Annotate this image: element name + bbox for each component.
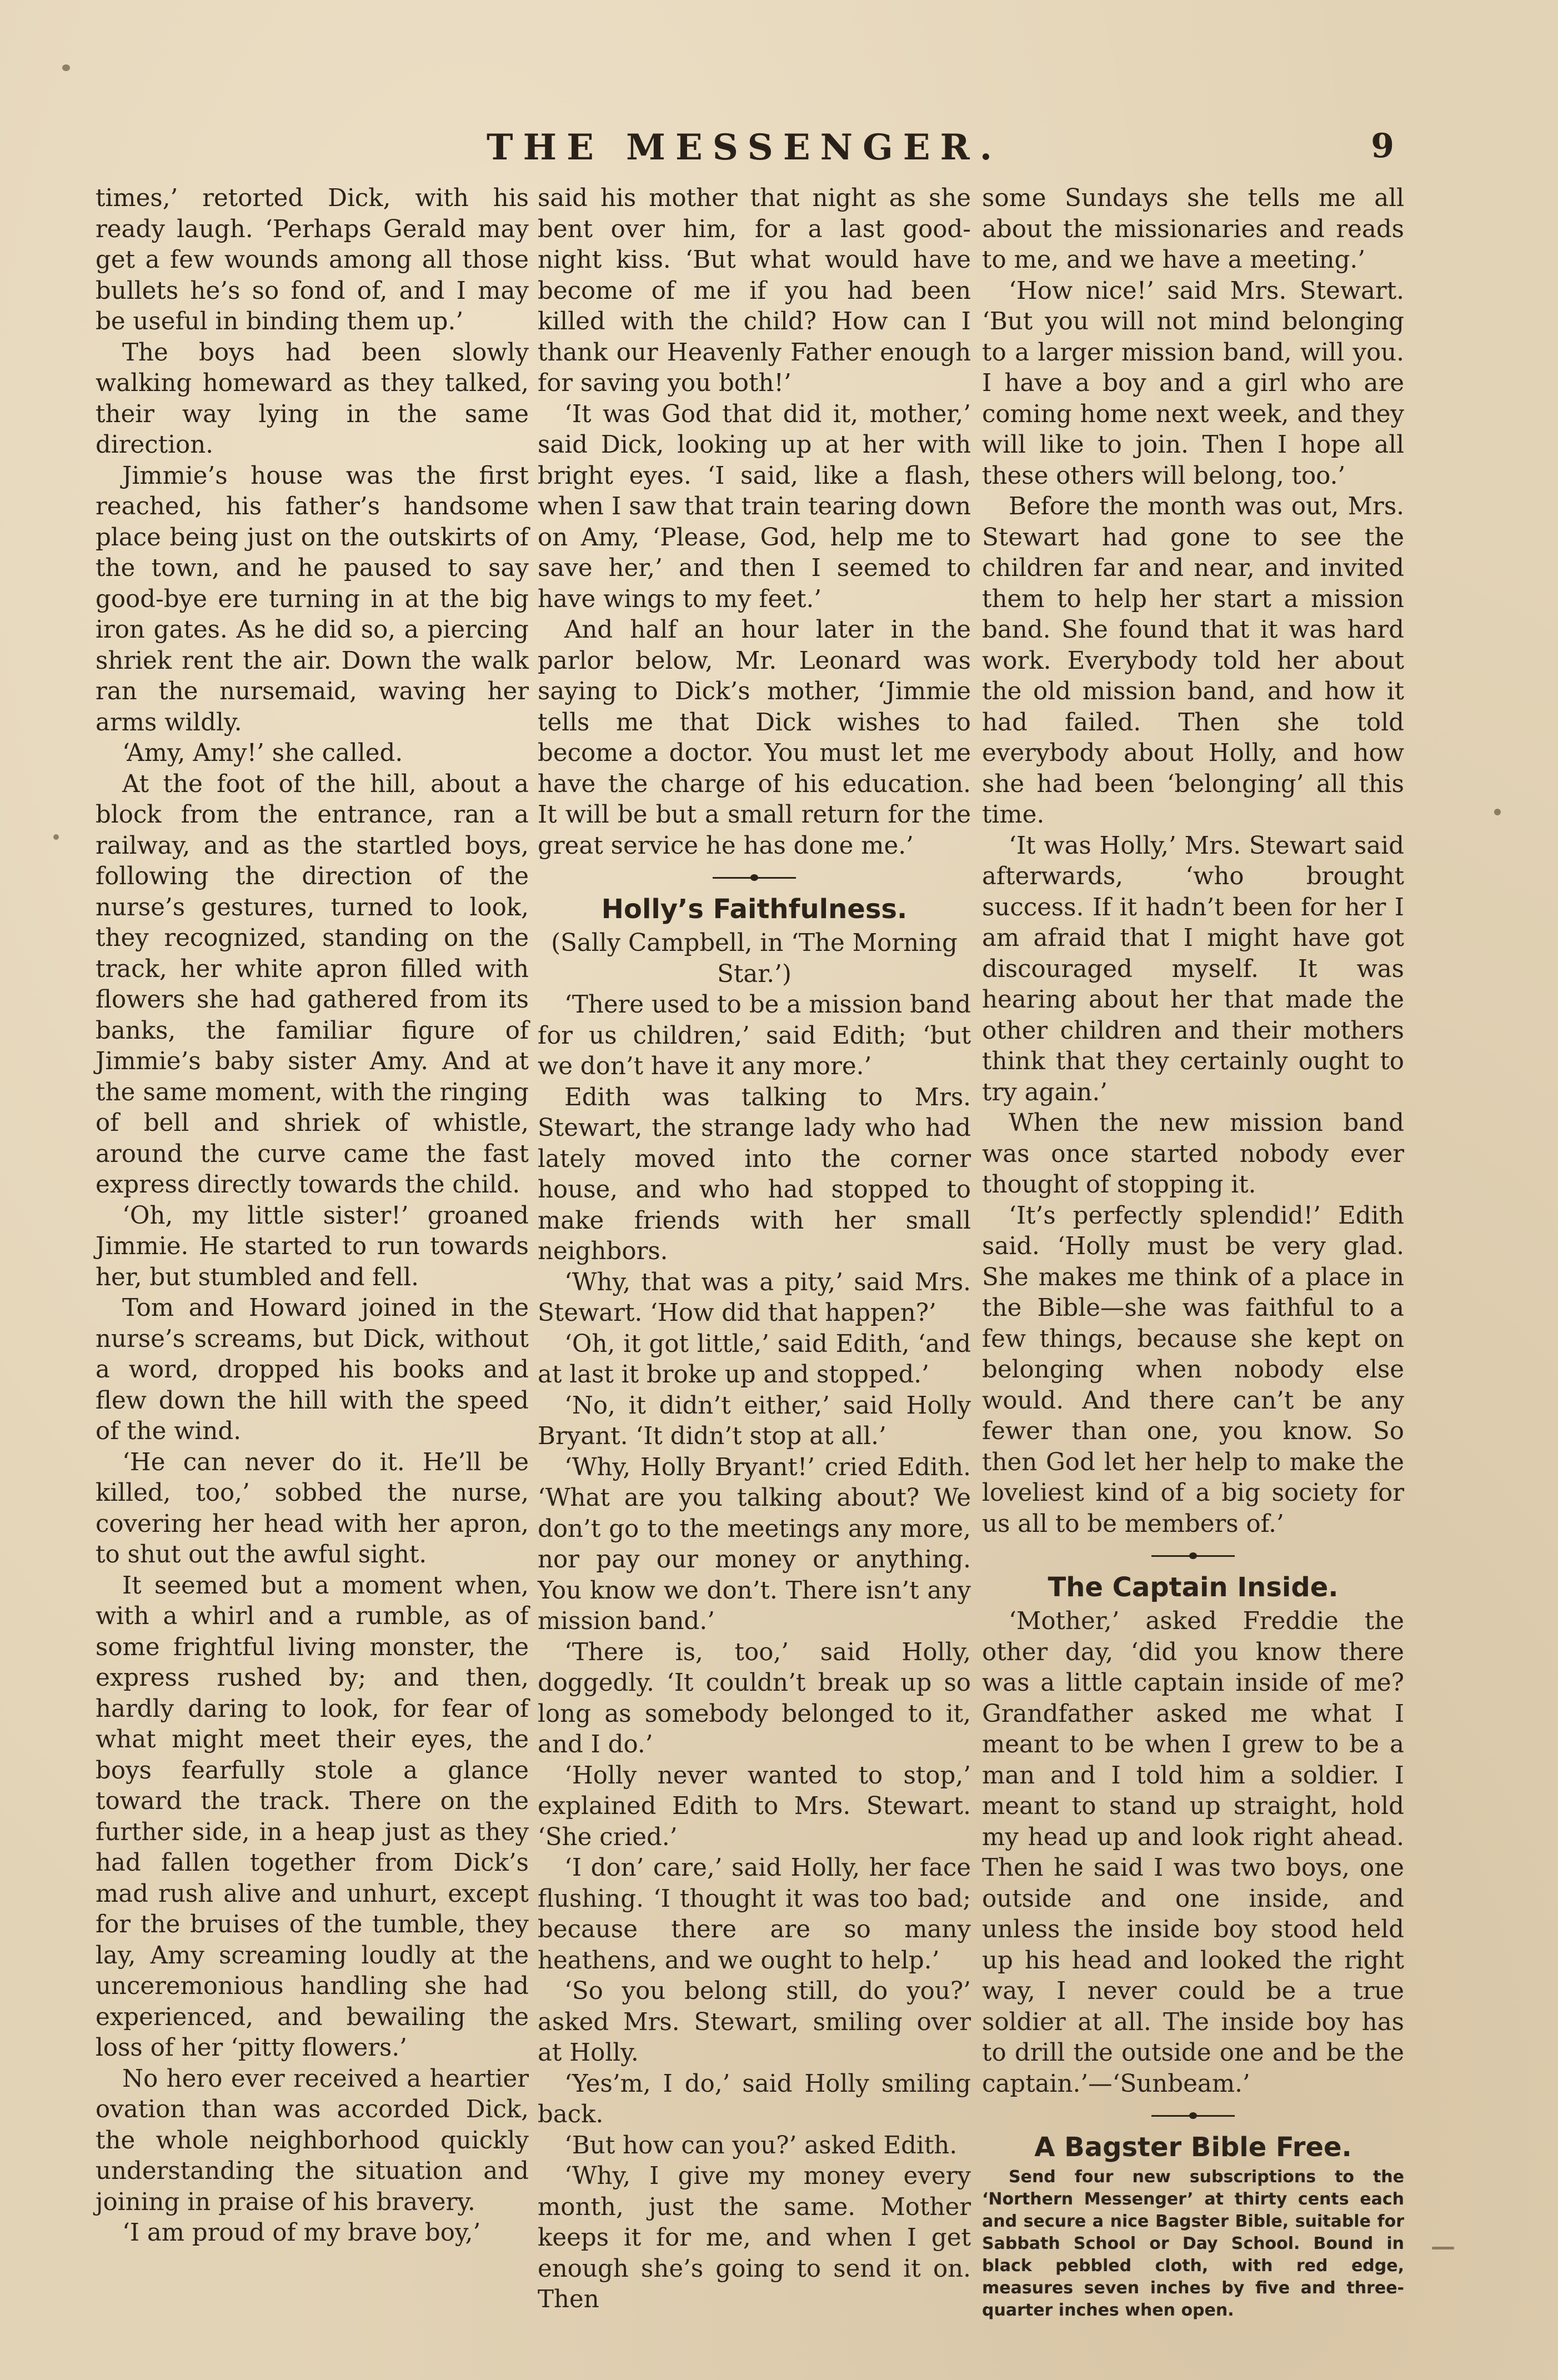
column-3 [982, 183, 1404, 2322]
paragraph: ‘I am proud of my brave boy,’ [122, 2219, 481, 2247]
paragraph: ‘So you belong still, do you?’ asked Mrs. Stewart, smiling over at Holly. [538, 1977, 971, 2067]
paragraph: ‘It was Holly,’ Mrs. Stewart said afterwards, ‘who brought success. If it hadn’t been for her I am afraid that I might have got discouraged myself. It was hearing about her that made the other children and their mothers think that they certainly ought to try again.’ [982, 831, 1404, 1106]
article-title-bagster: A Bagster Bible Free. [1034, 2132, 1352, 2163]
page-header [94, 127, 1394, 177]
page-number: 9 [1371, 127, 1394, 166]
paragraph: ‘It’s perfectly splendid!’ Edith said. ‘Holly must be very glad. She makes me think of a place in the Bible—she was faithful to a few things, because she kept on belonging when nobody else would. And there can’t be any fewer than one, you know. So then God let her help to make the loveliest kind of a big society for us all to be members of.’ [982, 1201, 1404, 1538]
paragraph: ‘Amy, Amy!’ she called. [122, 739, 403, 767]
paragraph: At the foot of the hill, about a block from the entrance, ran a railway, and as the startled boys, following the direction of the nurse’s gestures, turned to look, they recognized, standing on the track, her white apron filled with flowers she had gathered from its banks, the familiar figure of Jimmie’s baby sister Amy. And at the same moment, with the ringing of bell and shriek of whistle, around the curve came the fast express directly towards the child. [96, 770, 529, 1199]
paragraph: ‘Oh, my little sister!’ groaned Jimmie. He started to run towards her, but stumbled and fell. [96, 1201, 529, 1291]
article-title-captain: The Captain Inside. [1048, 1572, 1339, 1603]
paragraph: ‘There is, too,’ said Holly, doggedly. ‘It couldn’t break up so long as somebody belonged to it, and I do.’ [538, 1638, 971, 1758]
masthead: THE MESSENGER. [487, 127, 1002, 168]
section-divider [1151, 1552, 1235, 1560]
paragraph: ‘Why, Holly Bryant!’ cried Edith. ‘What are you talking about? We don’t go to the meetings any more, nor pay our money or anything. You know we don’t. There isn’t any mission band.’ [538, 1453, 971, 1635]
column-2 [538, 183, 971, 2316]
paragraph: ‘There used to be a mission band for us children,’ said Edith; ‘but we don’t have it any more.’ [538, 991, 971, 1080]
article-source: (Sally Campbell, in ‘The Morning Star.’) [551, 929, 958, 988]
paper-speck [1432, 2247, 1454, 2249]
paragraph: Tom and Howard joined in the nurse’s screams, but Dick, without a word, dropped his books and flew down the hill with the speed of the wind. [96, 1294, 529, 1445]
bagster-notice: Send four new subscriptions to the ‘Northern Messenger’ at thirty cents each and secure a nice Bagster Bible, suitable for Sabbath School or Day School. Bound in black pebbled cloth, with red edge, measures seven inches by five and three-quarter inches when open. [982, 2167, 1404, 2320]
paper-speck [1494, 809, 1501, 815]
paragraph: When the new mission band was once started nobody ever thought of stopping it. [982, 1109, 1404, 1199]
paragraph: some Sundays she tells me all about the missionaries and reads to me, and we have a meeting.’ [982, 184, 1404, 274]
paper-speck [62, 64, 70, 71]
paragraph: ‘Mother,’ asked Freddie the other day, ‘did you know there was a little captain inside of me? Grandfather asked me what I meant to be when I grew to be a man and I told him a soldier. I meant to stand up straight, hold my head up and look right ahead. Then he said I was two boys, one outside and one inside, and unless the inside boy stood held up his head and looked the right way, I never could be a true soldier at all. The inside boy has to drill the outside one and be the captain.’—‘Sunbeam.’ [982, 1607, 1404, 2098]
paragraph: Edith was talking to Mrs. Stewart, the strange lady who had lately moved into the corner house, and who had stopped to make friends with her small neighbors. [538, 1083, 971, 1265]
paragraph: ‘No, it didn’t either,’ said Holly Bryant. ‘It didn’t stop at all.’ [538, 1391, 971, 1450]
paragraph: ‘Why, I give my money every month, just the same. Mother keeps it for me, and when I get enough she’s going to send it on. Then [538, 2162, 971, 2313]
paragraph: Before the month was out, Mrs. Stewart had gone to see the children far and near, and invited them to help her start a mission band. She found that it was hard work. Everybody told her about the old mission band, and how it had failed. Then she told everybody about Holly, and how she had been ‘belonging’ all this time. [982, 493, 1404, 829]
paragraph: ‘Oh, it got little,’ said Edith, ‘and at last it broke up and stopped.’ [538, 1330, 971, 1389]
paragraph: ‘Why, that was a pity,’ said Mrs. Stewart. ‘How did that happen?’ [538, 1268, 971, 1327]
paragraph: ‘Holly never wanted to stop,’ explained Edith to Mrs. Stewart. ‘She cried.’ [538, 1761, 971, 1851]
paragraph: It seemed but a moment when, with a whirl and a rumble, as of some frightful living monster, the express rushed by; and then, hardly daring to look, for fear of what might meet their eyes, the boys fearfully stole a glance toward the track. There on the further side, in a heap just as they had fallen together from Dick’s mad rush alive and unhurt, except for the bruises of the tumble, they lay, Amy screaming loudly at the unceremonious handling she had experienced, and bewailing the loss of her ‘pitty flowers.’ [96, 1571, 529, 2062]
column-1 [96, 183, 529, 2249]
article-title-holly: Holly’s Faithfulness. [601, 894, 908, 925]
paragraph: The boys had been slowly walking homeward as they talked, their way lying in the same direction. [96, 338, 529, 459]
paragraph: And half an hour later in the parlor below, Mr. Leonard was saying to Dick’s mother, ‘Jimmie tells me that Dick wishes to become a doctor. You must let me have the charge of his education. It will be but a small return for the great service he has done me.’ [538, 616, 971, 860]
paragraph: ‘Yes’m, I do,’ said Holly smiling back. [538, 2070, 971, 2128]
paragraph: ‘I don’ care,’ said Holly, her face flushing. ‘I thought it was too bad; because there are so many heathens, and we ought to help.’ [538, 1854, 971, 1975]
paragraph: No hero ever received a heartier ovation than was accorded Dick, the whole neighborhood quickly understanding the situation and joining in praise of his bravery. [96, 2065, 529, 2216]
paragraph: ‘He can never do it. He’ll be killed, too,’ sobbed the nurse, covering her head with her apron, to shut out the awful sight. [96, 1448, 529, 1569]
paper-speck [53, 834, 59, 840]
paragraph: said his mother that night as she bent over him, for a last good-night kiss. ‘But what would have become of me if you had been killed with the child? How can I thank our Heavenly Father enough for saving you both!’ [538, 184, 971, 397]
paragraph: ‘How nice!’ said Mrs. Stewart. ‘But you will not mind belonging to a larger mission band, will you. I have a boy and a girl who are coming home next week, and they will like to join. Then I hope all these others will belong, too.’ [982, 277, 1404, 490]
section-divider [713, 874, 796, 881]
paragraph: times,’ retorted Dick, with his ready laugh. ‘Perhaps Gerald may get a few wounds among all those bullets he’s so fond of, and I may be useful in binding them up.’ [96, 184, 529, 335]
paragraph: ‘It was God that did it, mother,’ said Dick, looking up at her with bright eyes. ‘I said, like a flash, when I saw that train tearing down on Amy, ‘Please, God, help me to save her,’ and then I seemed to have wings to my feet.’ [538, 400, 971, 613]
paragraph: ‘But how can you?’ asked Edith. [564, 2131, 958, 2159]
section-divider [1151, 2112, 1235, 2120]
paragraph: Jimmie’s house was the first reached, his father’s handsome place being just on the outskirts of the town, and he paused to say good-bye ere turning in at the big iron gates. As he did so, a piercing shriek rent the air. Down the walk ran the nursemaid, waving her arms wildly. [96, 462, 529, 736]
